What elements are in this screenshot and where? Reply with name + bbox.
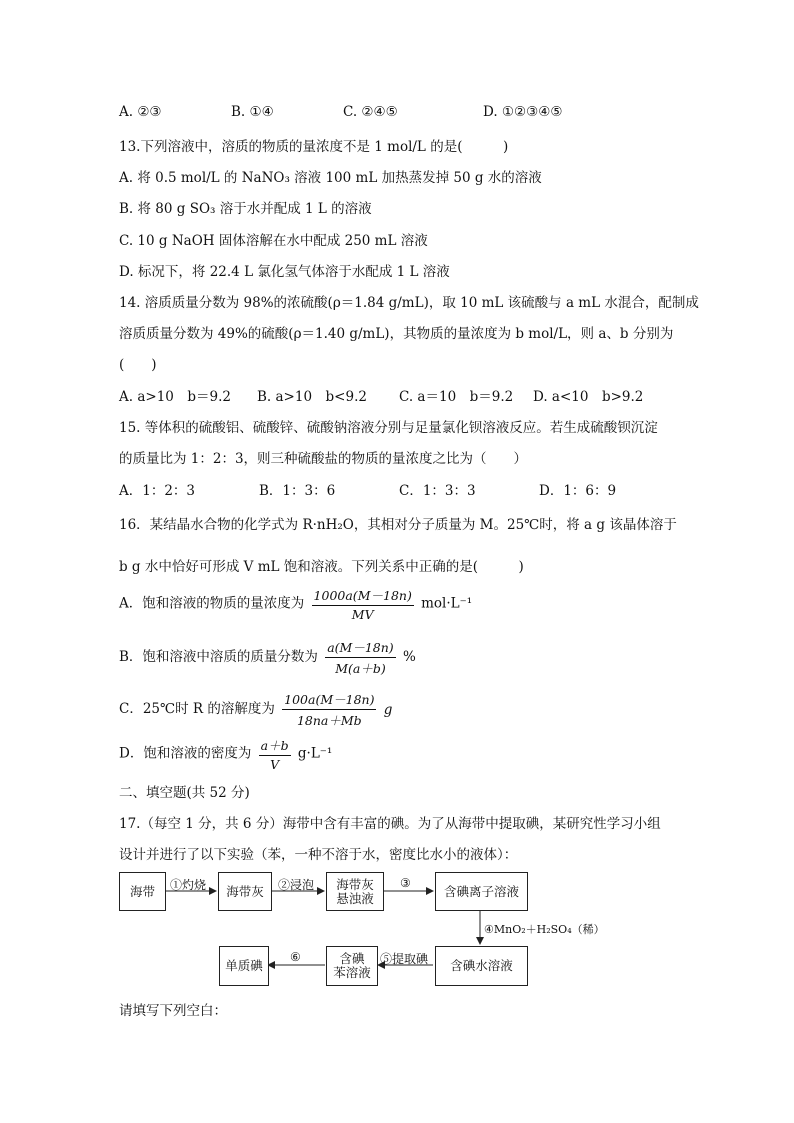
q14-option-b: B. a>10 b<9.2 (257, 389, 367, 405)
q16-option-d (119, 736, 332, 772)
q12-option-a: A. ②③ (119, 104, 162, 120)
flow-box-kelp: 海带 (119, 872, 166, 911)
q12-option-d: D. ①②③④⑤ (483, 104, 563, 120)
q16-d-fraction (259, 736, 291, 772)
flow-box-ash-suspension: 海带灰 悬浊液 (326, 872, 384, 911)
q16-c-denominator: 18na＋Mb (296, 713, 362, 728)
q15-option-b: B．1：3：6 (259, 483, 336, 499)
q14-option-c: C. a＝10 b＝9.2 (399, 389, 514, 405)
q16-b-numerator: a(M－18n) (325, 638, 395, 658)
q13-option-c: C. 10 g NaOH 固体溶解在水中配成 250 mL 溶液 (119, 233, 428, 249)
q15-line2: 的质量比为 1：2：3，则三种硫酸盐的物质的量浓度之比为（ ） (119, 451, 528, 467)
flow-box-iodine: 单质碘 (219, 946, 269, 986)
q16-a-denominator: MV (351, 607, 374, 622)
flow-box-kelp-ash: 海带灰 (218, 872, 272, 911)
q16-option-b (119, 638, 416, 677)
q13-option-b: B. 将 80 g SO₃ 溶于水并配成 1 L 的溶液 (119, 201, 372, 217)
q15-line1: 15. 等体积的硫酸铝、硫酸锌、硫酸钠溶液分别与足量氯化钡溶液反应。若生成硫酸钡沉淀 (119, 420, 658, 436)
q14-line1: 14. 溶质质量分数为 98%的浓硫酸(ρ＝1.84 g/mL)，取 10 mL 该硫酸与 a mL 水混合，配制成 (119, 295, 699, 311)
q16-b-prefix: B．饱和溶液中溶质的质量分数为 (119, 649, 318, 665)
q15-option-c: C．1：3：3 (399, 483, 476, 499)
q16-c-prefix: C．25℃时 R 的溶解度为 (119, 701, 275, 717)
closing-text: 请填写下列空白： (119, 1003, 227, 1019)
arrow-label-5: ⑤提取碘 (380, 952, 429, 966)
q12-option-b: B. ①④ (231, 104, 274, 120)
q16-b-unit: % (402, 649, 416, 665)
q16-b-denominator: M(a＋b) (335, 661, 386, 676)
arrow-label-4: ④MnO₂＋H₂SO₄（稀） (484, 923, 605, 936)
q17-line1: 17.（每空 1 分，共 6 分）海带中含有丰富的碘。为了从海带中提取碘，某研究性学习小组 (119, 816, 661, 832)
q16-a-unit: mol·L⁻¹ (421, 595, 473, 612)
flow-box-iodide-solution: 含碘离子溶液 (435, 872, 528, 911)
q14-option-a: A. a>10 b＝9.2 (119, 389, 231, 405)
q16-d-prefix: D．饱和溶液的密度为 (119, 745, 252, 762)
section-heading: 二、填空题(共 52 分) (119, 785, 250, 801)
q13-stem: 13.下列溶液中，溶质的物质的量浓度不是 1 mol/L 的是( ) (119, 139, 509, 155)
q14-line3: ( ) (119, 357, 157, 373)
q16-c-unit: g (383, 701, 393, 718)
q16-d-unit: g·L⁻¹ (297, 745, 333, 762)
flow-box-iodine-benzene: 含碘 苯溶液 (326, 946, 378, 986)
q16-line2: b g 水中恰好可形成 V mL 饱和溶液。下列关系中正确的是( ) (119, 559, 524, 575)
q16-d-numerator: a＋b (259, 736, 291, 756)
q12-option-c: C. ②④⑤ (343, 104, 398, 120)
q14-option-d: D. a<10 b>9.2 (533, 389, 644, 405)
q15-option-a: A．1：2：3 (119, 483, 196, 499)
q13-option-d: D. 标况下，将 22.4 L 氯化氢气体溶于水配成 1 L 溶液 (119, 264, 450, 280)
arrow-label-6: ⑥ (290, 950, 301, 964)
arrow-label-3: ③ (400, 876, 411, 890)
q16-c-numerator: 100a(M－18n) (282, 690, 376, 710)
q16-a-numerator: 1000a(M－18n) (312, 586, 414, 606)
q13-option-a: A. 将 0.5 mol/L 的 NaNO₃ 溶液 100 mL 加热蒸发掉 50 g 水的溶液 (119, 170, 542, 186)
q14-line2: 溶质质量分数为 49%的硫酸(ρ＝1.40 g/mL)，其物质的量浓度为 b mol/L，则 a、b 分别为 (119, 326, 674, 342)
q17-line2: 设计并进行了以下实验（苯，一种不溶于水，密度比水小的液体）： (119, 847, 518, 863)
q16-b-fraction (325, 638, 395, 677)
q16-c-fraction (282, 690, 376, 729)
q16-a-fraction (312, 586, 414, 622)
q16-a-prefix: A．饱和溶液的物质的量浓度为 (119, 595, 305, 612)
q16-line1: 16．某结晶水合物的化学式为 R·nH₂O，其相对分子质量为 M。25℃时，将 a g 该晶体溶于 (119, 517, 677, 533)
q16-option-a (119, 586, 472, 622)
flow-box-iodine-water: 含碘水溶液 (435, 946, 528, 986)
q16-d-denominator: V (270, 757, 280, 772)
q15-option-d: D．1：6：9 (539, 483, 617, 499)
q16-option-c (119, 690, 392, 729)
arrow-label-2: ②浸泡 (278, 878, 315, 892)
arrow-label-1: ①灼烧 (170, 878, 207, 892)
